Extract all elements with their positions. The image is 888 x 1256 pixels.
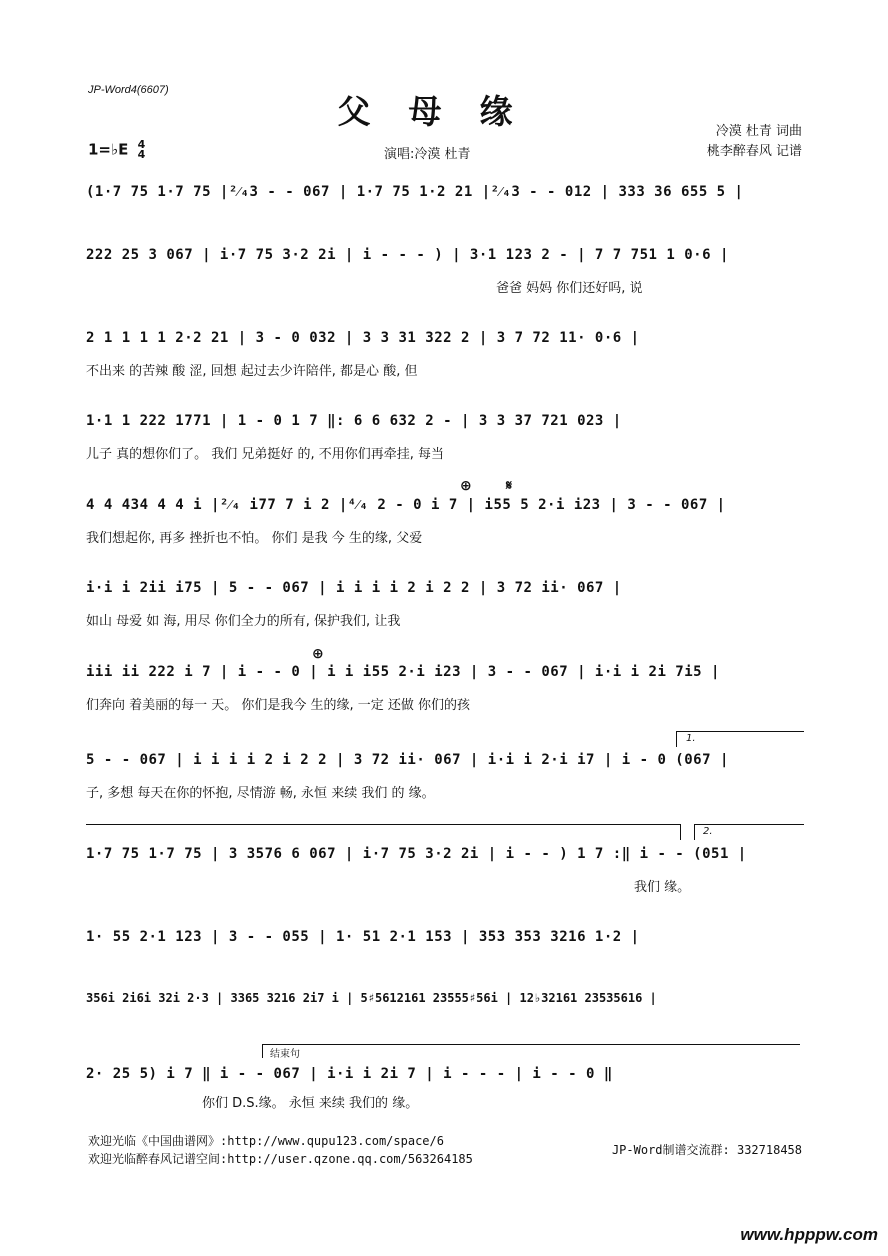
time-signature xyxy=(138,140,146,160)
score-row: 2 1 1 1 1 2·2 21 | 3 - 0 032 | 3 3 31 322 2 | 3 7 72 11· 0·6 | xyxy=(86,330,640,346)
lyric-row: 不出来 的苦辣 酸 涩, 回想 起过去少许陪伴, 都是心 酸, 但 xyxy=(86,364,418,379)
time-bottom: 4 xyxy=(137,148,146,161)
song-title: 父母缘 xyxy=(337,92,551,131)
volta-2-bracket-edge xyxy=(694,824,695,840)
singer-label: 演唱:冷漠 杜青 xyxy=(384,147,471,162)
volta-1-label: 1. xyxy=(686,733,696,744)
score-row: i·i i 2ii i75 | 5 - - 067 | i i i i 2 i 2 2 | 3 72 ii· 067 | xyxy=(86,580,622,596)
volta-2-bracket xyxy=(694,824,804,825)
ending-bracket-edge xyxy=(262,1044,263,1058)
lyric-row: 如山 母爱 如 海, 用尽 你们全力的所有, 保护我们, 让我 xyxy=(86,614,401,629)
group-info: JP-Word制谱交流群: 332718458 xyxy=(611,1143,802,1157)
lyric-row: 我们想起你, 再多 挫折也不怕。 你们 是我 今 生的缘, 父爱 xyxy=(86,531,423,546)
lyricist-composer: 冷漠 杜青 词曲 xyxy=(715,124,802,139)
software-label: JP-Word4(6607) xyxy=(88,84,169,96)
key-label: 1=♭E xyxy=(88,140,129,159)
lyric-row: 们奔向 着美丽的每一 天。 你们是我今 生的缘, 一定 还做 你们的孩 xyxy=(86,698,471,713)
lyric-row: 爸爸 妈妈 你们还好吗, 说 xyxy=(496,281,643,296)
score-row: 1·1 1 222 1771 | 1 - 0 1 7 ‖: 6 6 632 2 - | 3 3 37 721 023 | xyxy=(86,413,622,429)
key-signature xyxy=(88,140,145,160)
lyric-row: 你们 D.S.缘。 永恒 来续 我们的 缘。 xyxy=(202,1096,419,1111)
segno-sign: 𝄋 xyxy=(506,478,513,494)
score-row: 222 25 3 067 | i·7 75 3·2 2i | i - - - ) | 3·1 123 2 - | 7 7 751 1 0·6 | xyxy=(86,247,729,263)
lyric-row: 儿子 真的想你们了。 我们 兄弟挺好 的, 不用你们再牵挂, 每当 xyxy=(86,447,445,462)
volta-1-end xyxy=(680,824,681,840)
footer-links xyxy=(88,1132,473,1168)
ending-label: 结束句 xyxy=(270,1049,300,1060)
score-row: 5 - - 067 | i i i i 2 i 2 2 | 3 72 ii· 067 | i·i i 2·i i7 | i - 0 (067 | xyxy=(86,752,729,768)
volta-2-label: 2. xyxy=(703,826,713,837)
score-row: (1·7 75 1·7 75 |²⁄₄3 - - 067 | 1·7 75 1·2 21 |²⁄₄3 - - 012 | 333 36 655 5 | xyxy=(86,184,744,200)
watermark: www.hpppw.com xyxy=(740,1225,878,1244)
score-row: iii ii 222 i 7 | i - - 0 | i i i55 2·i i23 | 3 - - 067 | i·i i 2i 7i5 | xyxy=(86,664,720,680)
volta-1-continuation xyxy=(86,824,680,825)
coda-sign: ⊕ xyxy=(460,478,472,494)
score-row: 356i 2i6i 32i 2·3 | 3365 3216 2i7 i | 5♯5612161 23555♯56i | 12♭32161 23535616 | xyxy=(86,991,657,1005)
score-row: 1·7 75 1·7 75 | 3 3576 6 067 | i·7 75 3·2 2i | i - - ) 1 7 :‖ i - - (051 | xyxy=(86,846,747,862)
volta-1-bracket-edge xyxy=(676,731,677,747)
score-row: 2· 25 5) i 7 ‖ i - - 067 | i·i i 2i 7 | i - - - | i - - 0 ‖ xyxy=(86,1066,613,1082)
score-row: 4 4 434 4 4 i |²⁄₄ i77 7 i 2 |⁴⁄₄ 2 - 0 i 7 | i55 5 2·i i23 | 3 - - 067 | xyxy=(86,497,726,513)
transcriber: 桃李醉春风 记谱 xyxy=(706,144,802,159)
volta-1-bracket xyxy=(676,731,804,732)
footer-link-2[interactable]: 欢迎光临醉春风记谱空间:http://user.qzone.qq.com/563264185 xyxy=(88,1152,473,1166)
time-top: 4 xyxy=(137,138,146,151)
coda-sign: ⊕ xyxy=(312,646,324,662)
score-row: 1· 55 2·1 123 | 3 - - 055 | 1· 51 2·1 153 | 353 353 3216 1·2 | xyxy=(86,929,640,945)
ending-bracket xyxy=(262,1044,800,1045)
footer-link-1[interactable]: 欢迎光临《中国曲谱网》:http://www.qupu123.com/space/6 xyxy=(88,1134,444,1148)
lyric-row: 子, 多想 每天在你的怀抱, 尽情游 畅, 永恒 来续 我们 的 缘。 xyxy=(86,786,435,801)
lyric-row: 我们 缘。 xyxy=(634,880,691,895)
credits xyxy=(707,122,802,162)
